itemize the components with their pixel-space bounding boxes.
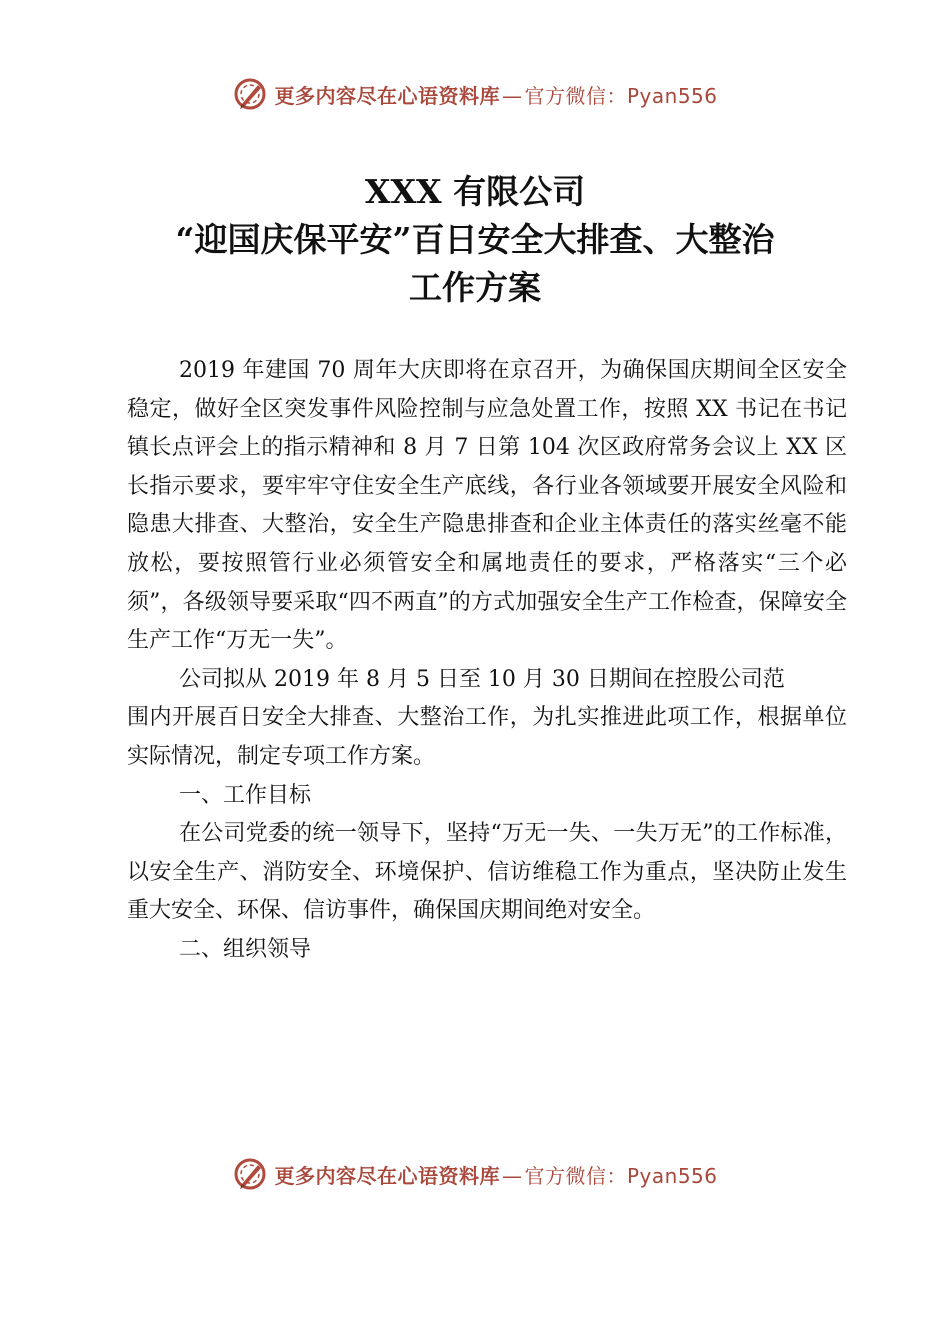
footer-banner-text bbox=[274, 1160, 717, 1189]
paragraph-goals: 在公司党委的统一领导下，坚持“万无一失、一失万无”的工作标准，以安全生产、消防安全、环境保护、信访维稳工作为重点，坚决防止发生重大安全、环保、信访事件，确保国庆期间绝对安全。 bbox=[127, 821, 847, 924]
document-body bbox=[127, 352, 847, 970]
header-banner-text bbox=[274, 80, 717, 109]
footer-contact-label: 官方微信： bbox=[524, 1163, 627, 1188]
pen-circle-logo-icon bbox=[232, 76, 268, 112]
header-dash: — bbox=[501, 83, 523, 108]
section-heading-organization: 二、组织领导 bbox=[179, 936, 312, 962]
header-brand: 更多内容尽在心语资料库 bbox=[274, 83, 500, 108]
paragraph-schedule-start: 公司拟从 2019 年 8 月 5 日至 10 月 30 日期间在控股公司范 bbox=[179, 666, 785, 692]
title-company: XXX 有限公司 bbox=[364, 172, 586, 211]
footer-brand: 更多内容尽在心语资料库 bbox=[274, 1163, 500, 1188]
footer-dash: — bbox=[501, 1163, 523, 1188]
header-contact-label: 官方微信： bbox=[524, 83, 627, 108]
paragraph-background: 2019 年建国 70 周年大庆即将在京召开，为确保国庆期间全区安全稳定，做好全区突发事件风险控制与应急处置工作，按照 XX 书记在书记镇长点评会上的指示精神和 8 月 7 日第 104 次区政府常务会议上 XX 区长指示要求，要牢牢守住安全生产底线，各行业各领域要开展安全风险和隐患大排查、大整治，安全生产隐患排查和企业主体责任的落实丝毫不能放松，要按照管行业必须管安全和属地责任的要求，严格落实“三个必须”，各级领导要采取“四不两直”的方式加强安全生产工作检查，保障安全生产工作“万无一失”。 bbox=[127, 358, 847, 654]
header-banner bbox=[0, 72, 950, 116]
title-plan: 工作方案 bbox=[409, 268, 541, 307]
header-contact-id: Pyan556 bbox=[626, 83, 718, 108]
title-campaign: “迎国庆保平安”百日安全大排查、大整治 bbox=[175, 220, 775, 259]
section-heading-goals: 一、工作目标 bbox=[179, 782, 312, 808]
footer-banner bbox=[0, 1152, 950, 1196]
footer-contact-id: Pyan556 bbox=[626, 1163, 718, 1188]
document-title bbox=[0, 168, 950, 312]
pen-circle-logo-icon bbox=[232, 1156, 268, 1192]
paragraph-schedule-continued: 围内开展百日安全大排查、大整治工作，为扎实推进此项工作，根据单位实际情况，制定专项工作方案。 bbox=[127, 705, 847, 769]
